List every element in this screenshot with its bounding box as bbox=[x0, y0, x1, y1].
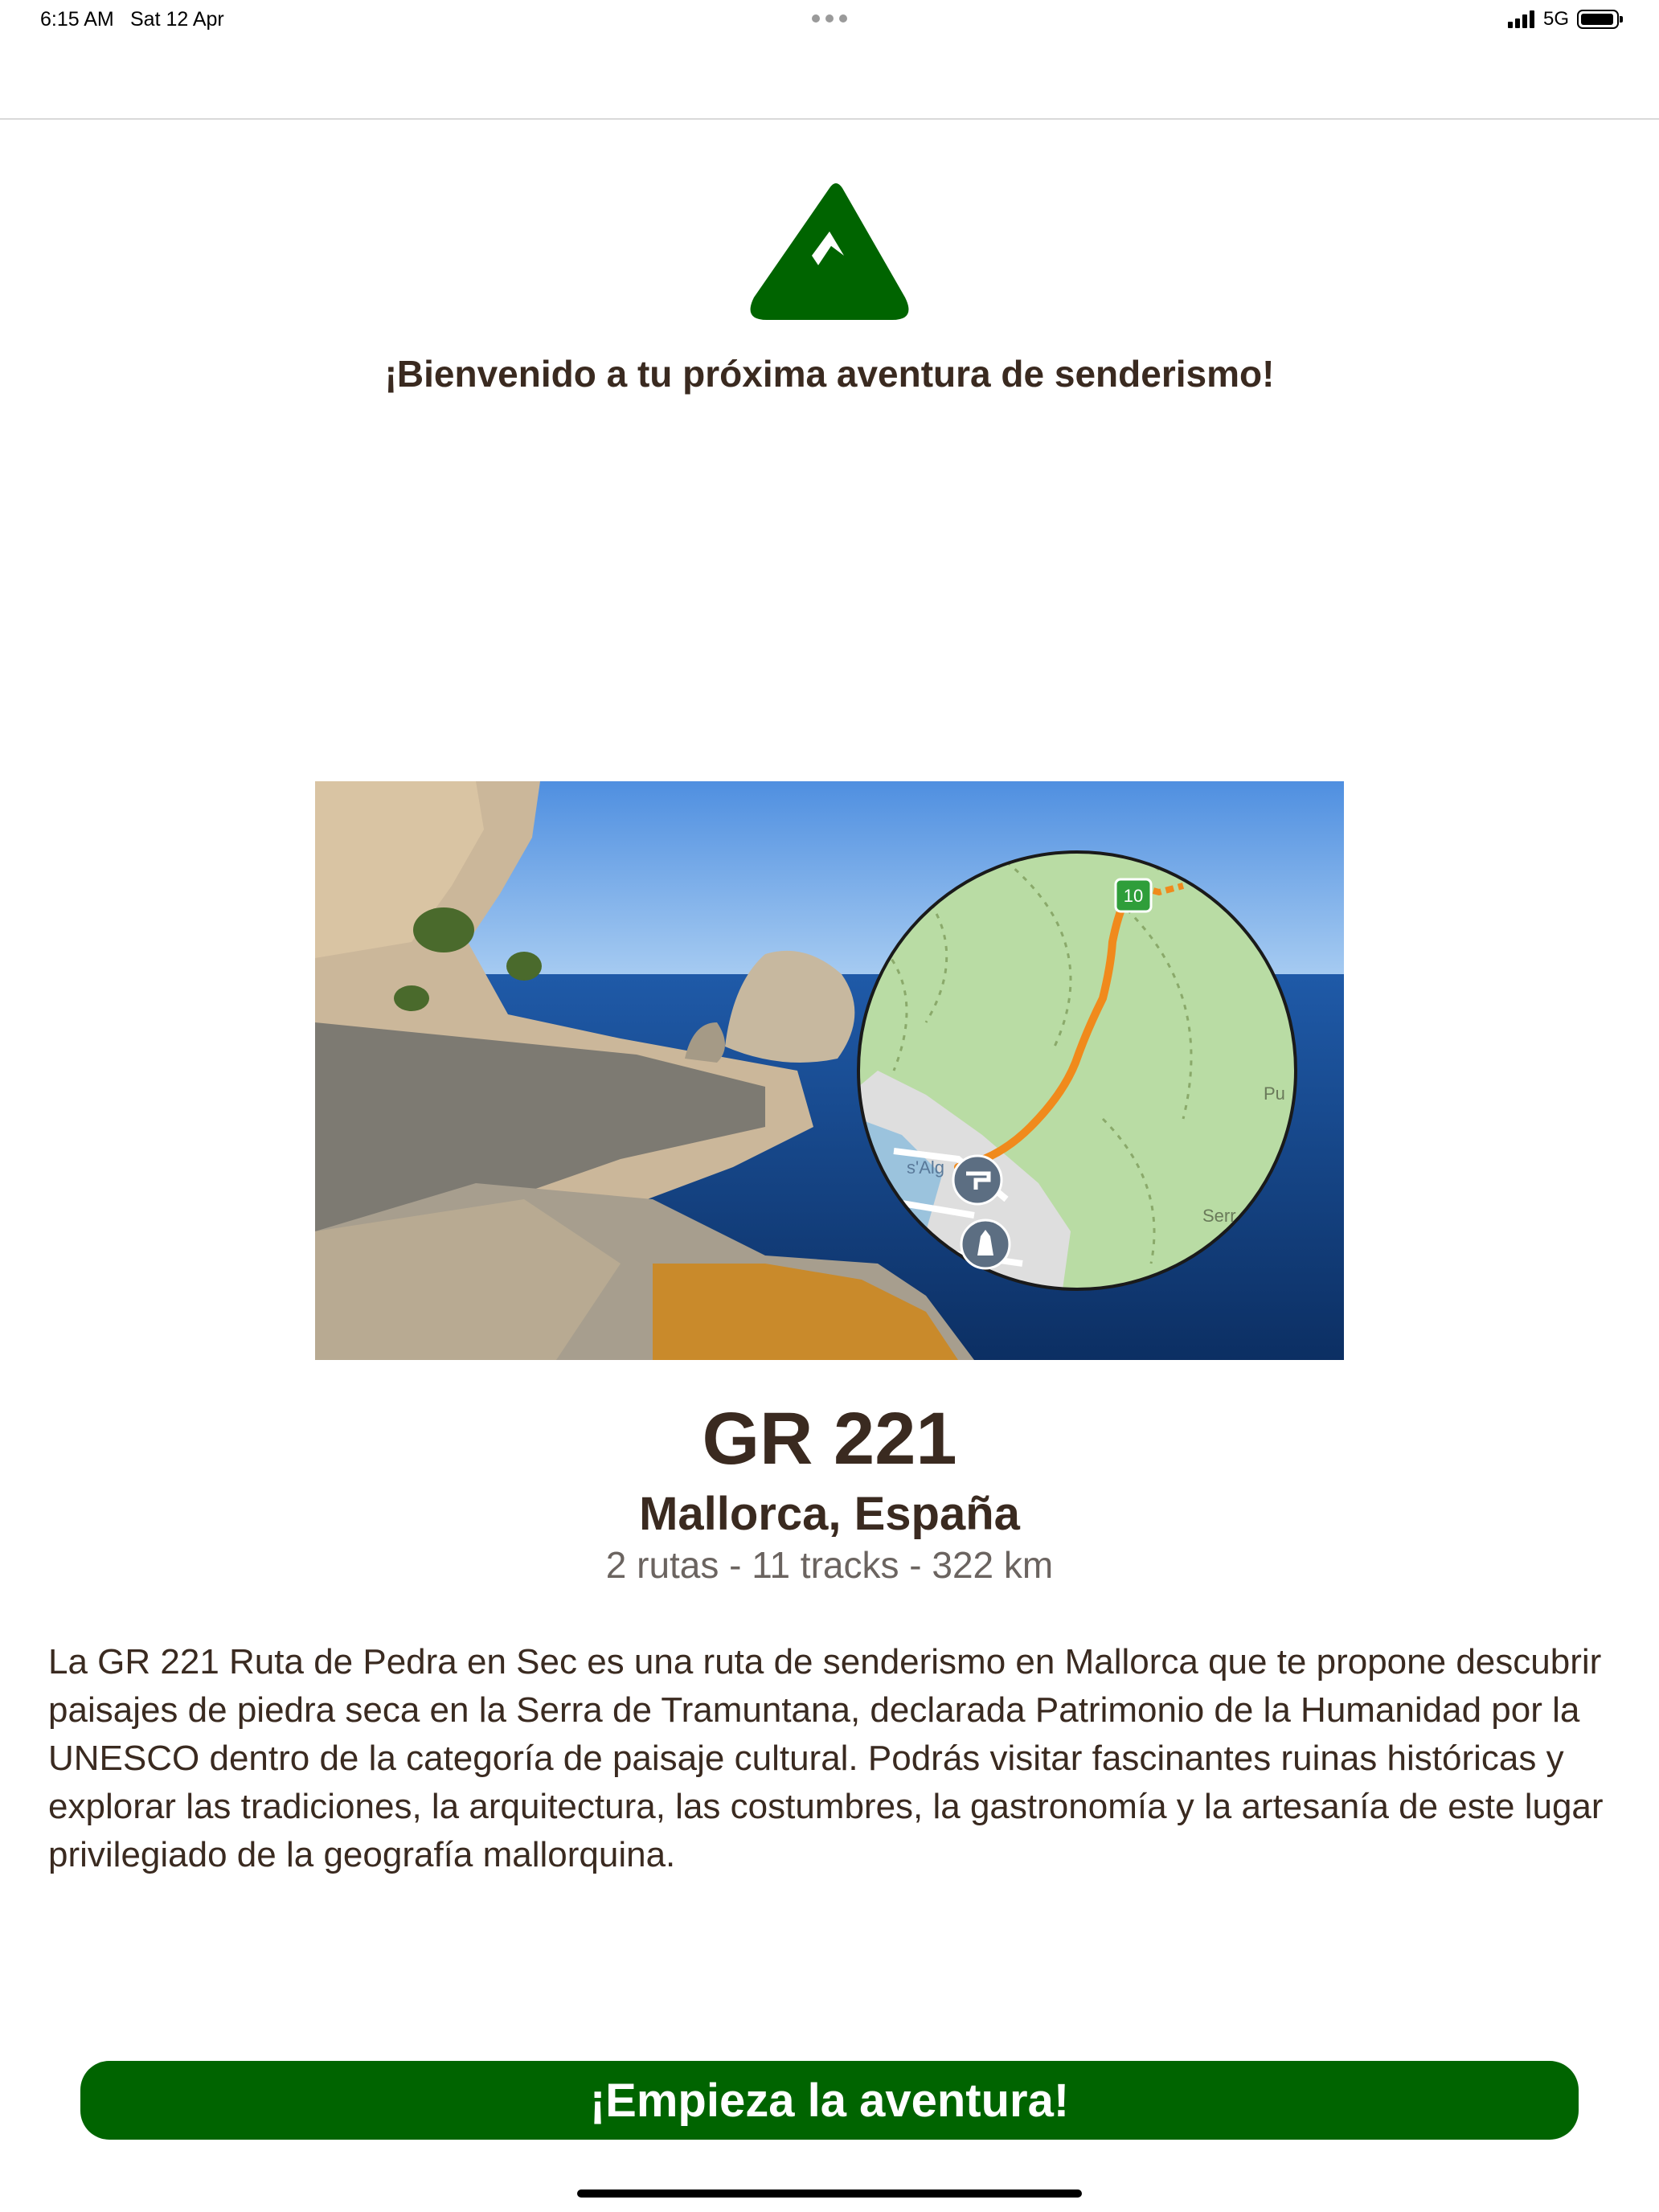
status-time: 6:15 AM bbox=[40, 8, 114, 31]
status-date: Sat 12 Apr bbox=[130, 8, 224, 31]
battery-icon bbox=[1577, 10, 1619, 29]
route-title: GR 221 bbox=[702, 1398, 957, 1480]
multitasking-dots-icon[interactable] bbox=[810, 14, 849, 24]
status-indicators bbox=[1508, 6, 1619, 32]
route-hero-image bbox=[315, 781, 1344, 1360]
nav-divider bbox=[0, 118, 1659, 120]
welcome-heading: ¡Bienvenido a tu próxima aventura de senderismo! bbox=[384, 353, 1275, 395]
map-label-serr: Serr bbox=[1202, 1206, 1236, 1226]
status-bar bbox=[0, 0, 1659, 39]
map-label-salgar: s'Alg bbox=[907, 1157, 944, 1178]
route-location: Mallorca, España bbox=[639, 1488, 1020, 1540]
water-tap-icon bbox=[953, 1156, 1002, 1204]
start-adventure-button[interactable]: ¡Empieza la aventura! bbox=[80, 2061, 1579, 2140]
home-indicator[interactable] bbox=[577, 2189, 1082, 2198]
route-stats: 2 rutas - 11 tracks - 322 km bbox=[605, 1544, 1054, 1586]
cellular-signal-icon bbox=[1508, 10, 1535, 28]
route-description: La GR 221 Ruta de Pedra en Sec es una ruta de senderismo en Mallorca que te propone descubrir paisajes de piedra seca en la Serra de Tramuntana, declarada Patrimonio de la Humanidad por la UNESCO dentro de la categoría de paisaje cultural. Podrás visitar fascinantes ruinas históricas y explorar las tradiciones, la arquitectura, las costumbres, la gastronomía y la artesanía de este lugar privilegiado de la geografía mallorquina. bbox=[48, 1642, 1604, 1874]
map-label-pu: Pu bbox=[1264, 1083, 1285, 1104]
network-type: 5G bbox=[1542, 8, 1569, 30]
monument-icon bbox=[961, 1220, 1010, 1268]
stage-badge-label: 10 bbox=[1123, 886, 1144, 906]
mountain-icon bbox=[748, 178, 911, 323]
stage-badge bbox=[1116, 879, 1151, 911]
